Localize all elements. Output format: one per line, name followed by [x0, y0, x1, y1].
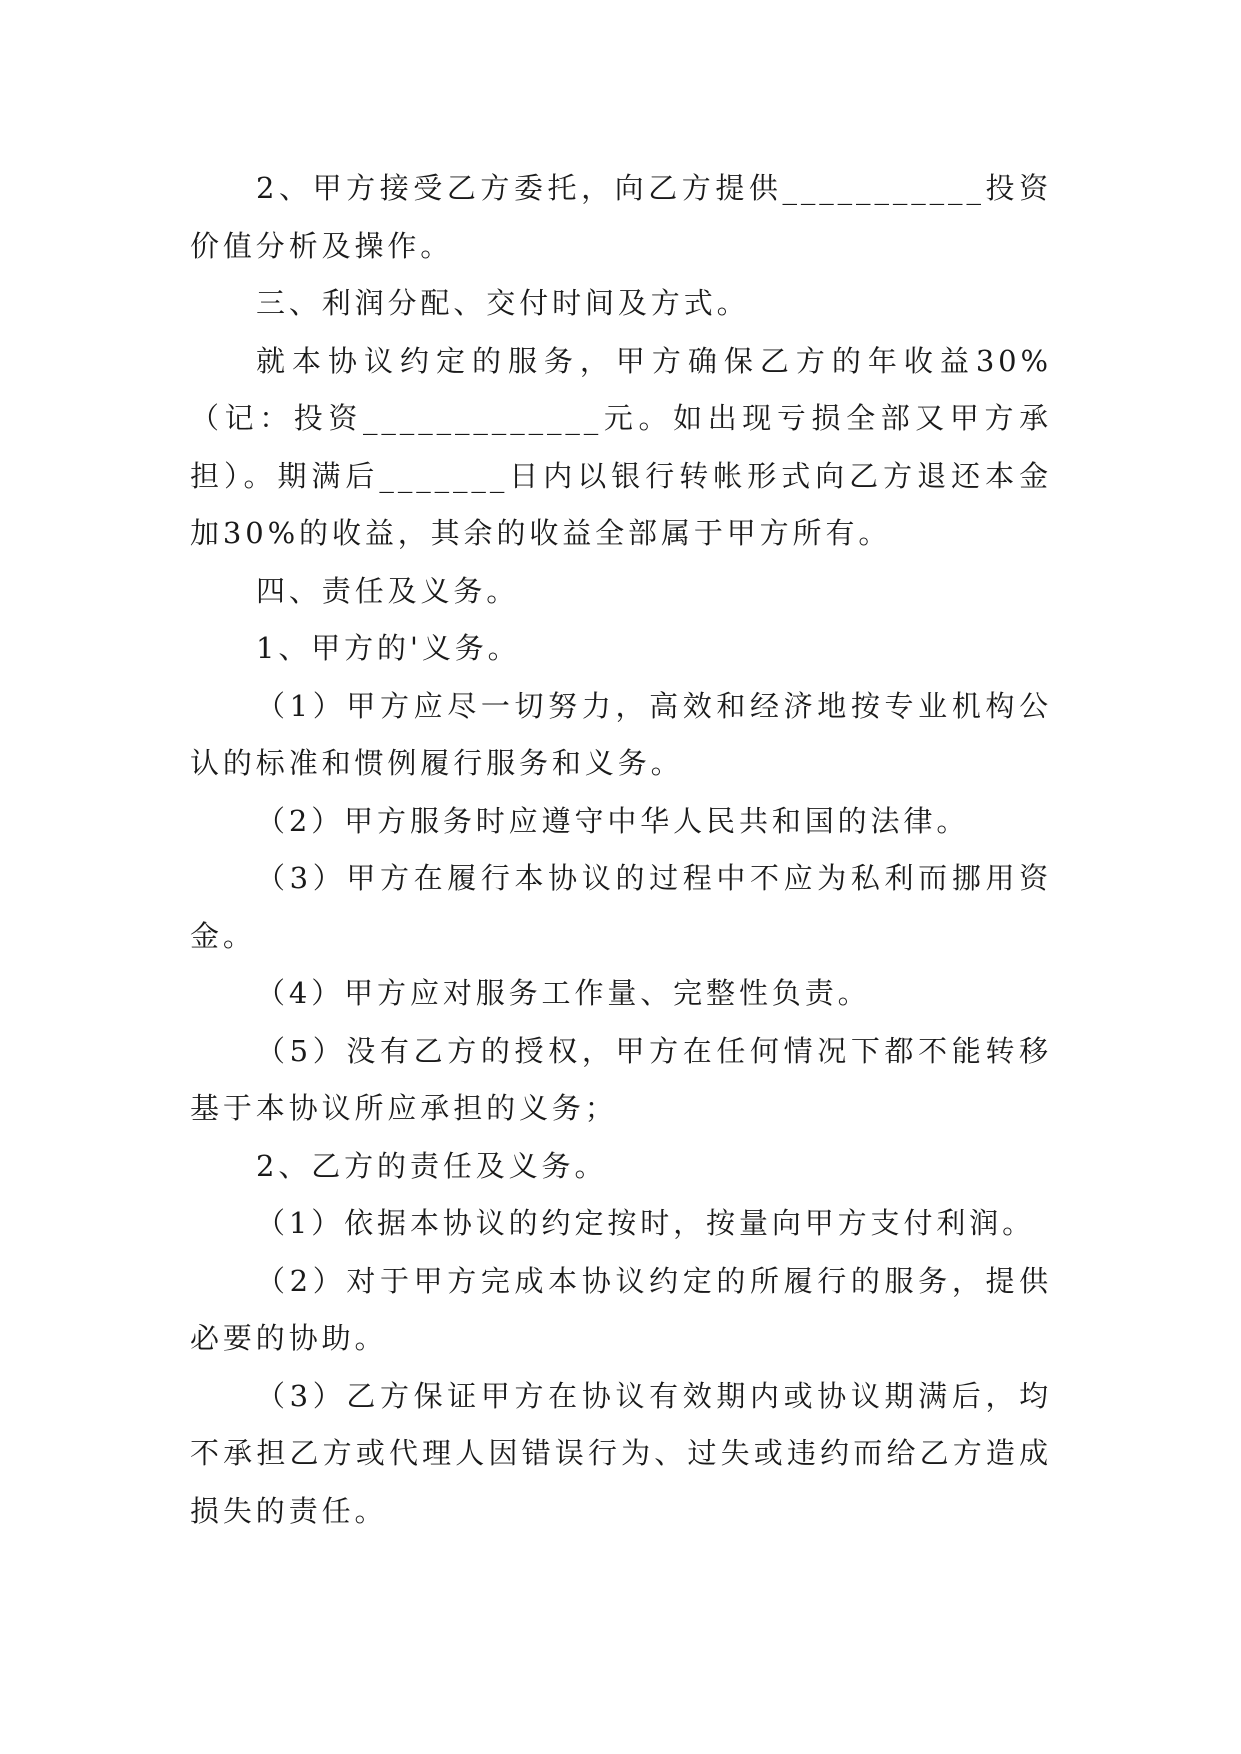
list-item-party-a-3: （3）甲方在履行本协议的过程中不应为私利而挪用资金。	[190, 861, 1052, 953]
list-item-party-a-2: （2）甲方服务时应遵守中华人民共和国的法律。	[256, 803, 970, 838]
section-heading-responsibilities: 四、责任及义务。	[256, 573, 520, 608]
subheading-party-b-obligations: 2、乙方的责任及义务。	[256, 1148, 608, 1183]
list-item-party-a-1: （1）甲方应尽一切努力，高效和经济地按专业机构公认的标准和惯例履行服务和义务。	[190, 688, 1052, 780]
list-item-party-b-1: （1）依据本协议的约定按时，按量向甲方支付利润。	[256, 1206, 1036, 1240]
list-item-party-a-4: （4）甲方应对服务工作量、完整性负责。	[256, 976, 871, 1010]
paragraph-profit-terms: 就本协议约定的服务，甲方确保乙方的年收益30%（记：投资_____________元。如出现亏损全部又甲方承担）。期满后_______日内以银行转帐形式向乙方退还本金加30%的收益，其余的收益全部属于甲方所有。	[190, 343, 1052, 550]
document-body	[190, 160, 1052, 1540]
list-item-party-b-2: （2）对于甲方完成本协议约定的所履行的服务，提供必要的协助。	[190, 1263, 1052, 1355]
subheading-party-a-obligations: 1、甲方的'义务。	[256, 631, 521, 665]
list-item-party-b-3: （3）乙方保证甲方在协议有效期内或协议期满后，均不承担乙方或代理人因错误行为、过失或违约而给乙方造成损失的责任。	[190, 1378, 1052, 1528]
list-item-party-a-5: （5）没有乙方的授权，甲方在任何情况下都不能转移基于本协议所应承担的义务；	[190, 1033, 1052, 1125]
section-heading-profit-distribution: 三、利润分配、交付时间及方式。	[256, 286, 750, 320]
paragraph-service-scope: 2、甲方接受乙方委托，向乙方提供___________投资价值分析及操作。	[190, 171, 1052, 263]
